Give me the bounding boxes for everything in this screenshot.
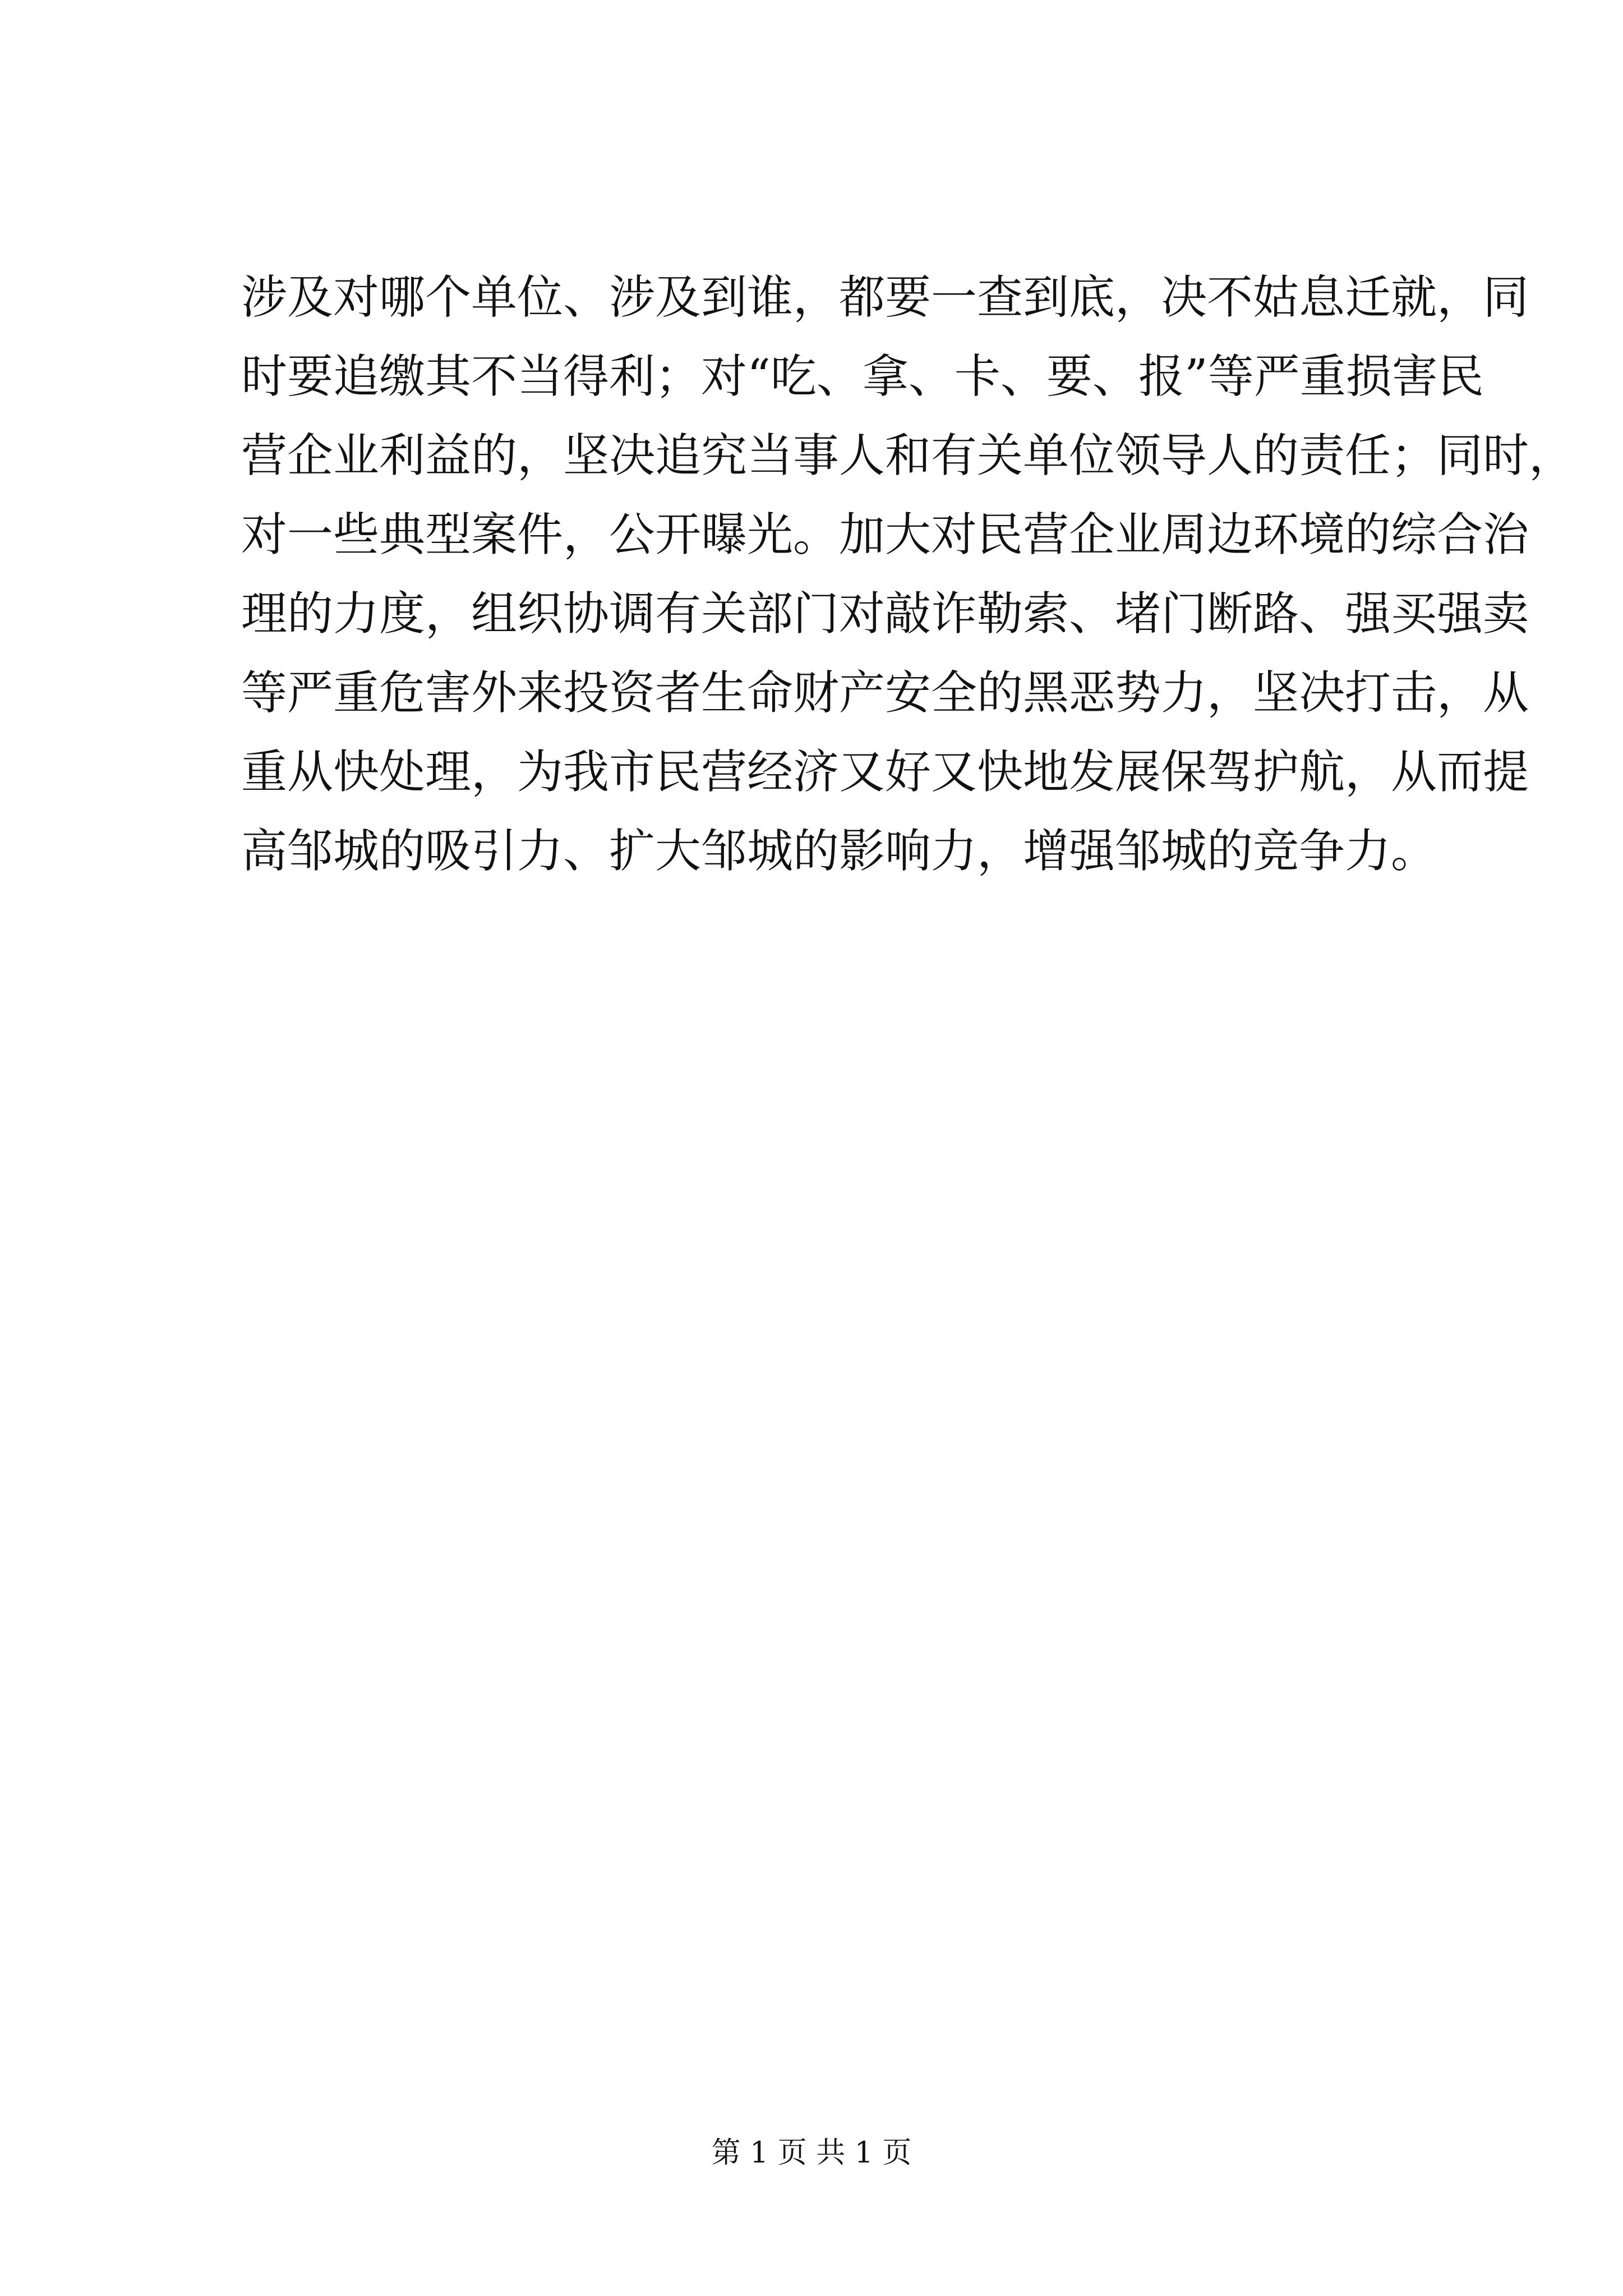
paragraph-line: 对一些典型案件，公开曝光。加大对民营企业周边环境的综合治 — [241, 508, 1529, 562]
page-number-footer: 第 1 页 共 1 页 — [711, 2136, 912, 2170]
paragraph-line: 重从快处理，为我市民营经济又好又快地发展保驾护航，从而提 — [241, 746, 1529, 799]
paragraph-line: 营企业利益的，坚决追究当事人和有关单位领导人的责任；同时， — [241, 429, 1575, 482]
paragraph-line: 涉及对哪个单位、涉及到谁，都要一查到底，决不姑息迁就，同 — [241, 271, 1529, 324]
paragraph-line: 理的力度，组织协调有关部门对敲诈勒索、堵门断路、强买强卖 — [241, 587, 1529, 641]
body-paragraph — [241, 258, 1575, 891]
paragraph-line: 高邹城的吸引力、扩大邹城的影响力，增强邹城的竞争力。 — [241, 825, 1437, 878]
paragraph-line: 等严重危害外来投资者生命财产安全的黑恶势力，坚决打击，从 — [241, 666, 1529, 720]
paragraph-line: 时要追缴其不当得利；对“吃、拿、卡、要、报”等严重损害民 — [241, 350, 1484, 403]
